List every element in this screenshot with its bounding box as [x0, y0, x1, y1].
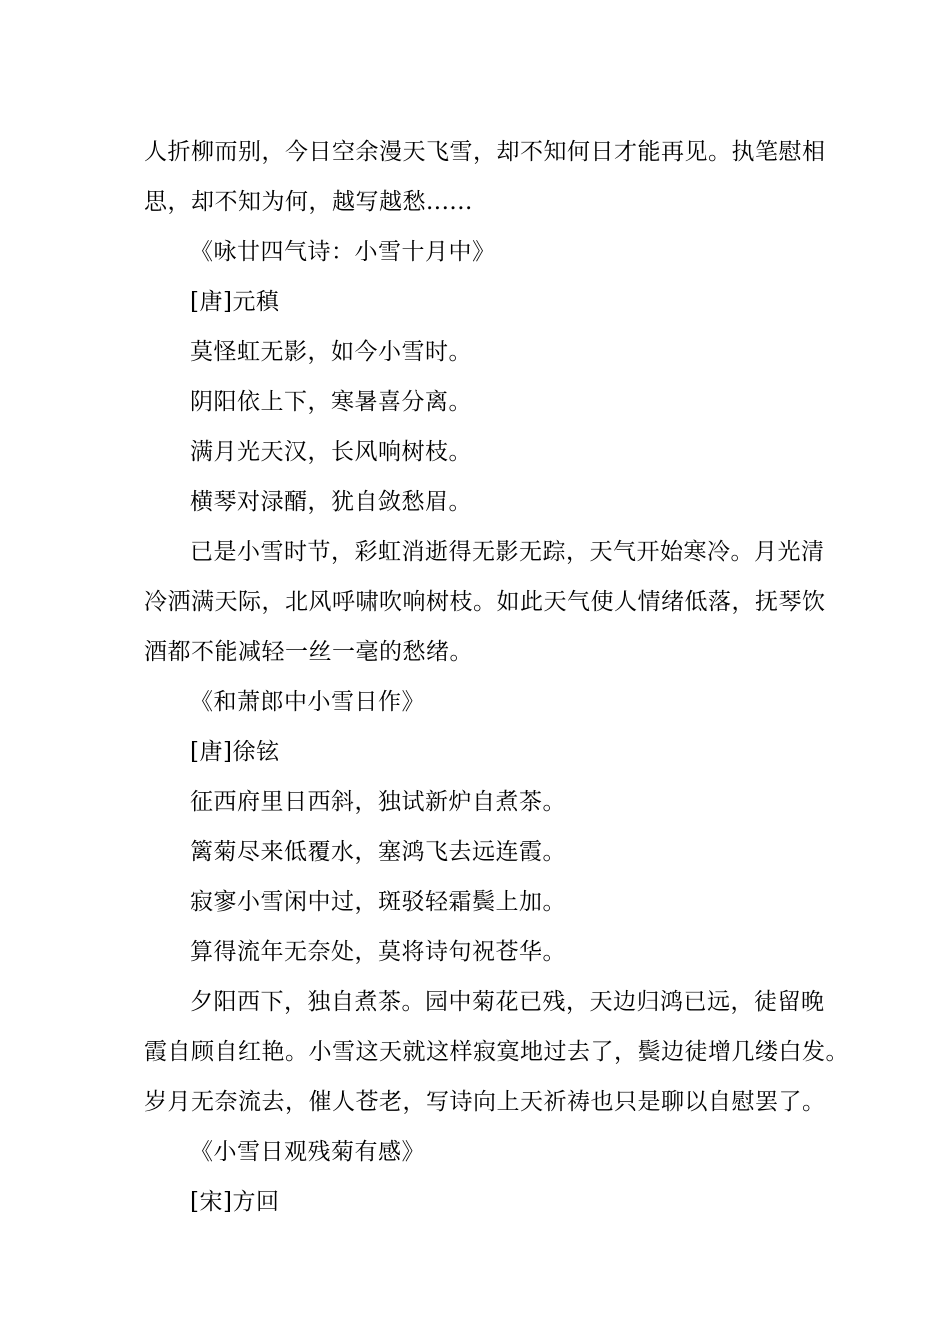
poem-verse: 满月光天汉，长风响树枝。	[190, 439, 472, 465]
poem-verse: 算得流年无奈处，莫将诗句祝苍华。	[190, 939, 566, 965]
poem-title: 《小雪日观残菊有感》	[190, 1139, 425, 1165]
paragraph-line: 夕阳西下，独自煮茶。园中菊花已残，天边归鸿已远，徒留晚	[190, 989, 825, 1015]
poem-verse: 阴阳依上下，寒暑喜分离。	[190, 389, 472, 415]
poem-title: 《和萧郎中小雪日作》	[190, 689, 425, 715]
paragraph-line: 酒都不能减轻一丝一毫的愁绪。	[144, 639, 473, 665]
poem-author: [唐]元稹	[190, 289, 280, 315]
poem-verse: 莫怪虹无影，如今小雪时。	[190, 339, 472, 365]
poem-verse: 横琴对渌醑，犹自敛愁眉。	[190, 489, 472, 515]
paragraph-line: 霞自顾自红艳。小雪这天就这样寂寞地过去了，鬓边徒增几缕白发。	[144, 1039, 849, 1065]
paragraph-line: 人折柳而别，今日空余漫天飞雪，却不知何日才能再见。执笔慰相	[144, 139, 826, 165]
paragraph-line: 岁月无奈流去，催人苍老，写诗向上天祈祷也只是聊以自慰罢了。	[144, 1089, 826, 1115]
poem-title: 《咏廿四气诗：小雪十月中》	[190, 239, 496, 265]
paragraph-line: 冷洒满天际，北风呼啸吹响树枝。如此天气使人情绪低落，抚琴饮	[144, 589, 826, 615]
paragraph-line: 已是小雪时节，彩虹消逝得无影无踪，天气开始寒冷。月光清	[190, 539, 825, 565]
poem-author: [唐]徐铉	[190, 739, 280, 765]
poem-verse: 征西府里日西斜，独试新炉自煮茶。	[190, 789, 566, 815]
poem-verse: 篱菊尽来低覆水，塞鸿飞去远连霞。	[190, 839, 566, 865]
poem-verse: 寂寥小雪闲中过，斑驳轻霜鬓上加。	[190, 889, 566, 915]
poem-author: [宋]方回	[190, 1189, 280, 1215]
paragraph-line: 思，却不知为何，越写越愁......	[144, 189, 473, 215]
